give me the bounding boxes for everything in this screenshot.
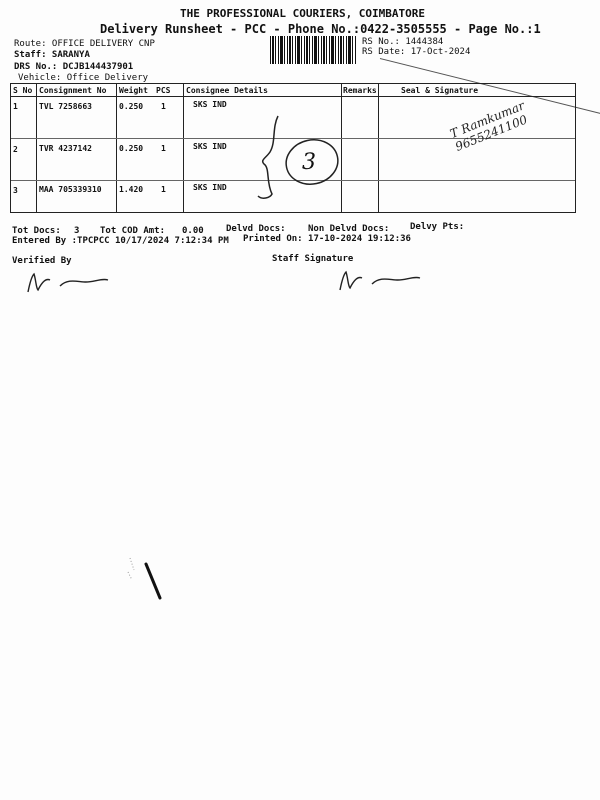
col-divider <box>341 84 342 212</box>
delvd-docs-label: Delvd Docs: <box>226 224 286 234</box>
verifier-signature <box>24 268 114 298</box>
printed-on: Printed On: 17-10-2024 19:12:36 <box>243 234 411 244</box>
rs-number: RS No.: 1444384 <box>362 37 444 47</box>
row-1-weight: 0.250 <box>119 102 144 111</box>
circled-count: 3 <box>302 150 316 175</box>
col-header-seal: Seal & Signature <box>401 86 479 95</box>
row-divider <box>11 180 575 181</box>
row-2-weight: 0.250 <box>119 144 144 153</box>
col-divider <box>36 84 37 212</box>
tot-cod-value: 0.00 <box>182 226 204 236</box>
col-divider <box>378 84 379 212</box>
col-divider <box>116 84 117 212</box>
drs-number: DRS No.: DCJB144437901 <box>14 62 134 72</box>
col-divider <box>183 84 184 212</box>
col-header-sno: S No <box>13 86 33 95</box>
col-header-remarks: Remarks <box>343 86 377 95</box>
row-3-consignment: MAA 705339310 <box>39 185 102 194</box>
runsheet-title: Delivery Runsheet - PCC - Phone No.:0422-3505555 - Page No.:1 <box>100 22 541 36</box>
barcode-image <box>270 36 356 64</box>
row-2-consignee: SKS IND <box>193 142 227 151</box>
tot-cod-label: Tot COD Amt: <box>100 226 166 236</box>
row-2-sno: 2 <box>13 145 18 154</box>
row-3-consignee: SKS IND <box>193 183 227 192</box>
company-name: THE PROFESSIONAL COURIERS, COIMBATORE <box>180 7 426 20</box>
row-3-sno: 3 <box>13 186 18 195</box>
header-divider <box>11 96 575 97</box>
tot-docs-label: Tot Docs: <box>12 226 61 236</box>
delvy-pts-label: Delvy Pts: <box>410 222 465 232</box>
col-header-consignee: Consignee Details <box>186 86 268 95</box>
row-3-weight: 1.420 <box>119 185 144 194</box>
row-1-consignment: TVL 7258663 <box>39 102 92 111</box>
col-header-consignment: Consignment No <box>39 86 107 95</box>
row-1-pcs: 1 <box>161 102 166 111</box>
vehicle-text: Vehicle: Office Delivery <box>18 73 149 83</box>
row-3-pcs: 1 <box>161 185 166 194</box>
non-delvd-docs-label: Non Delvd Docs: <box>308 224 390 234</box>
verified-by-label: Verified By <box>12 256 72 266</box>
runsheet-table <box>10 83 576 213</box>
route-text: Route: OFFICE DELIVERY CNP <box>14 39 155 49</box>
staff-signature-label: Staff Signature <box>272 254 354 264</box>
staff-signature <box>336 266 426 296</box>
handwritten-recipient-note: T Ramkumar 9655241100 <box>448 98 530 154</box>
row-2-pcs: 1 <box>161 144 166 153</box>
row-1-consignee: SKS IND <box>193 100 227 109</box>
row-1-sno: 1 <box>13 102 18 111</box>
row-2-consignment: TVR 4237142 <box>39 144 92 153</box>
entered-by: Entered By :TPCPCC 10/17/2024 7:12:34 PM <box>12 236 229 246</box>
staff-text: Staff: SARANYA <box>14 50 90 60</box>
col-header-weight: Weight <box>119 86 148 95</box>
tot-docs-value: 3 <box>74 226 80 236</box>
stray-pen-mark <box>120 550 180 610</box>
col-header-pcs: PCS <box>156 86 171 95</box>
rs-date: RS Date: 17-Oct-2024 <box>362 47 471 57</box>
